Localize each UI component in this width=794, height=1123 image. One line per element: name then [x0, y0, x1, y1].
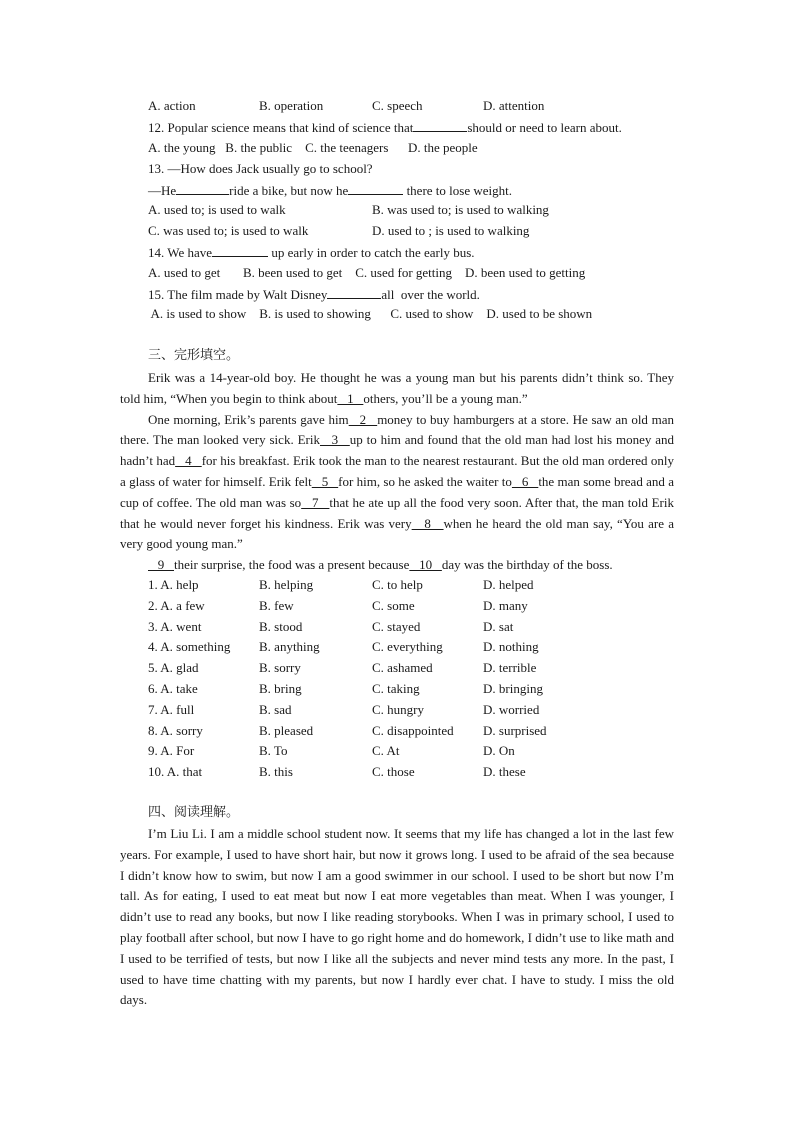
option: C. At — [372, 743, 400, 759]
option: B. operation — [259, 98, 324, 113]
option: B. stood — [259, 618, 303, 634]
blank-4: 4 — [175, 453, 202, 469]
option: D. bringing — [483, 681, 543, 696]
q14-stem-after: up early in order to catch the early bus. — [268, 245, 475, 260]
text: Erik was a 14-year-old boy. He thought he was a young man but his parents didn’t think so. They told him, “When you begin to think about — [120, 370, 674, 406]
option: 6. A. take — [148, 681, 198, 696]
q13-options-cd — [0, 221, 794, 241]
blank-2: 2 — [348, 411, 378, 427]
q12-stem-after: should or need to learn about. — [467, 120, 622, 135]
option: 4. A. something — [148, 639, 231, 655]
option: D. surprised — [483, 722, 547, 738]
cloze-option-row — [0, 617, 794, 637]
text: when he heard the old man say, “You are a very good young man.” — [120, 515, 675, 552]
option: D. helped — [483, 577, 534, 592]
q13-middle: ride a bike, but now he — [229, 183, 349, 198]
option: C. some — [372, 597, 415, 613]
option: D. worried — [483, 701, 540, 717]
option: B. this — [259, 764, 293, 780]
blank-3: 3 — [319, 432, 350, 448]
option: C. to help — [372, 577, 423, 592]
q12-stem-before: 12. Popular science means that kind of science that — [148, 120, 414, 135]
blank-10: 10 — [409, 557, 442, 573]
q15-stem — [148, 284, 480, 304]
option: A. used to; is used to walk — [148, 202, 286, 217]
text: their surprise, the food was a present because — [174, 557, 410, 573]
option: B. bring — [259, 681, 302, 696]
option: D. On — [483, 743, 515, 759]
option: B. pleased — [259, 722, 314, 738]
q13-options-ab — [0, 200, 794, 220]
cloze-option-row — [0, 637, 794, 657]
text: the man some bread and a cup of coffee. The old man was so — [120, 473, 674, 510]
cloze-option-row — [0, 721, 794, 741]
option: D. nothing — [483, 639, 539, 655]
option: B. was used to; is used to walking — [372, 202, 549, 217]
option: C. was used to; is used to walk — [148, 223, 309, 238]
q15-stem-before: 15. The film made by Walt Disney — [148, 287, 328, 302]
q13-dash: —He — [148, 183, 177, 198]
option: 10. A. that — [148, 764, 203, 780]
option: B. sorry — [259, 660, 301, 676]
reading-passage — [120, 824, 674, 1011]
option: C. ashamed — [372, 660, 433, 676]
cloze-paragraph-3 — [120, 555, 674, 576]
answer-blank — [212, 242, 268, 257]
q11-options — [0, 96, 794, 116]
option: C. those — [372, 764, 415, 780]
option: 3. A. went — [148, 618, 202, 634]
q12-stem — [148, 117, 622, 137]
blank-5: 5 — [311, 473, 339, 489]
option: D. sat — [483, 618, 514, 634]
option: B. To — [259, 743, 288, 759]
text: that he ate up all the food very soon. After that, the man told Erik that he would never forget his kindness. Erik was very — [120, 494, 674, 531]
text: One morning, Erik’s parents gave him — [148, 411, 349, 427]
cloze-option-row — [0, 575, 794, 595]
reading-paragraph: I’m Liu Li. I am a middle school student now. It seems that my life has changed a lot in the last few years. For example, I used to have short hair, but now it grows long. I used to be afraid of the sea because I didn’t know how to swim, but now I am a good swimmer in our school. I used to be short but now I’m tall. As for eating, I used to eat meat but now I eat more vegetables than meat. When I was younger, I didn’t use to read any books, but now I like reading storybooks. When I was in primary school, I used to play football after school, but now I have to go right home and do homework, I didn’t use to like math and I used to be terrified of tests, but now I like all the subjects and never mind tests any more. In the past, I used to have time chatting with my parents, but now I hardly ever chat. I have to study. I miss the old days. — [120, 826, 674, 1008]
q14-options: A. used to get B. been used to get C. used for getting D. been used to getting — [148, 265, 586, 280]
option: 1. A. help — [148, 577, 199, 592]
section3-heading: 三、完形填空。 — [148, 348, 240, 363]
option: D. these — [483, 764, 526, 780]
answer-blank — [348, 180, 403, 195]
option: B. sad — [259, 701, 292, 717]
cloze-option-row — [0, 679, 794, 699]
option: C. speech — [372, 98, 423, 113]
answer-blank — [327, 284, 381, 299]
option: B. anything — [259, 639, 320, 655]
blank-9: 9 — [148, 557, 174, 573]
q14-stem — [148, 242, 475, 262]
option: A. action — [148, 98, 196, 113]
option: C. everything — [372, 639, 443, 655]
option: 9. A. For — [148, 743, 195, 759]
cloze-passage — [120, 368, 674, 576]
answer-blank — [413, 117, 467, 132]
q15-stem-after: all over the world. — [381, 287, 480, 302]
text: up to him and found that the old man had lost his money and hadn’t had — [120, 432, 674, 469]
text: for his breakfast. Erik took the man to the nearest restaurant. But the old man ordered only a glass of water for himself. Erik felt — [120, 453, 675, 489]
text: others, you’ll be a young man.” — [363, 390, 528, 406]
option: D. used to ; is used to walking — [372, 223, 530, 238]
cloze-option-row — [0, 741, 794, 761]
option: 2. A. a few — [148, 597, 205, 613]
option: D. terrible — [483, 660, 537, 676]
q13-answer-line — [148, 180, 512, 200]
option: C. stayed — [372, 618, 421, 634]
text: day was the birthday of the boss. — [441, 557, 613, 573]
cloze-option-row — [0, 762, 794, 782]
answer-blank — [176, 180, 229, 195]
text: money to buy hamburgers at a store. He saw an old man there. The man looked very sick. Erik — [120, 411, 674, 448]
option: C. hungry — [372, 701, 424, 717]
cloze-paragraph-1 — [120, 368, 674, 410]
option: B. few — [259, 597, 294, 613]
option: 8. A. sorry — [148, 722, 203, 738]
cloze-paragraph-2 — [120, 410, 674, 556]
cloze-option-row — [0, 658, 794, 678]
option: C. disappointed — [372, 722, 454, 738]
q13-end: there to lose weight. — [403, 183, 512, 198]
option: D. many — [483, 597, 528, 613]
blank-1: 1 — [337, 390, 364, 406]
text: for him, so he asked the waiter to — [338, 473, 512, 489]
blank-6: 6 — [511, 473, 539, 489]
option: C. taking — [372, 681, 420, 696]
option: B. helping — [259, 577, 314, 592]
blank-8: 8 — [411, 515, 444, 531]
q12-options: A. the young B. the public C. the teenagers D. the people — [148, 140, 478, 155]
option: 5. A. glad — [148, 660, 199, 676]
cloze-option-row — [0, 700, 794, 720]
option: 7. A. full — [148, 701, 195, 717]
section4-heading: 四、阅读理解。 — [148, 805, 240, 820]
q13-stem: 13. —How does Jack usually go to school? — [148, 161, 373, 176]
option: D. attention — [483, 98, 545, 113]
cloze-option-row — [0, 596, 794, 616]
blank-7: 7 — [301, 494, 330, 510]
q15-options: A. is used to show B. is used to showing C. used to show D. used to be shown — [148, 306, 593, 321]
q14-stem-before: 14. We have — [148, 245, 213, 260]
